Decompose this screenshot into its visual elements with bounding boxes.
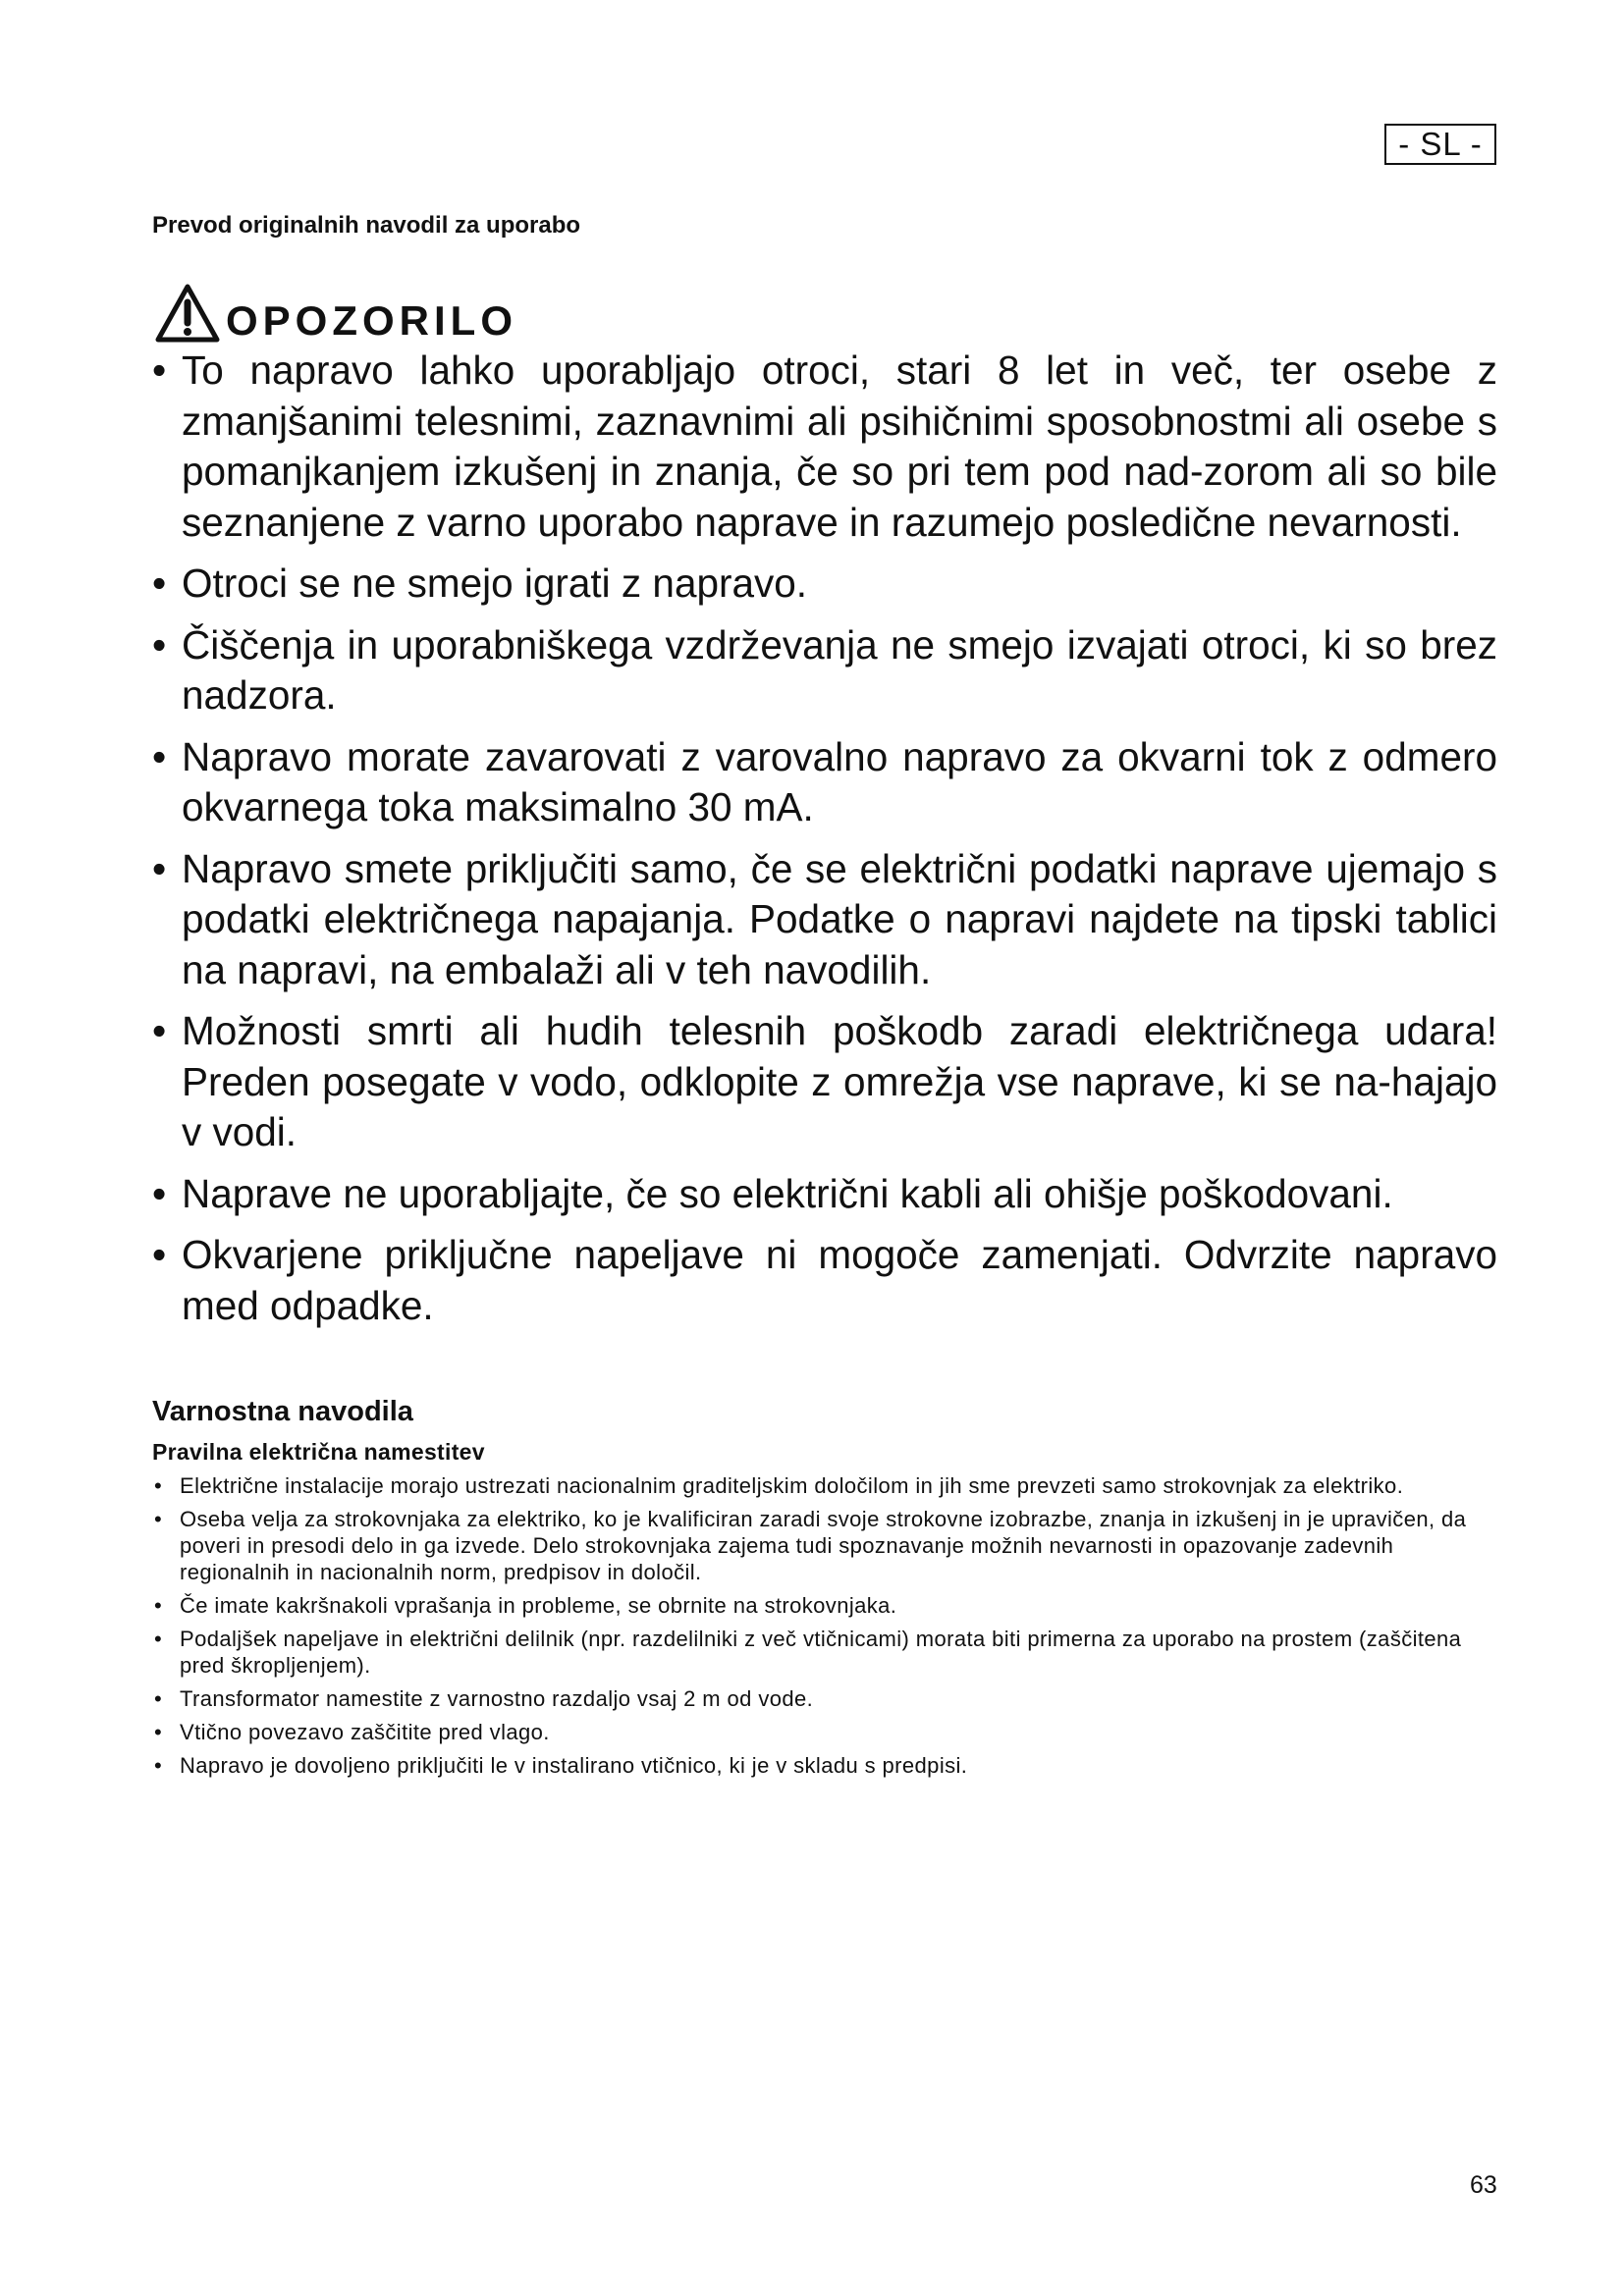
warning-item: • Možnosti smrti ali hudih telesnih poškodb zaradi električnega udara! Preden posegate v vodo, odklopite z omrežja vse naprave, ki se na-hajajo v vodi. [152, 1006, 1497, 1158]
warning-item: • Okvarjene priključne napeljave ni mogoče zamenjati. Odvrzite napravo med odpadke. [152, 1230, 1497, 1331]
safety-item: • Transformator namestite z varnostno razdaljo vsaj 2 m od vode. [152, 1685, 1497, 1712]
warning-item: • To napravo lahko uporabljajo otroci, stari 8 let in več, ter osebe z zmanjšanimi telesnimi, zaznavnimi ali psihičnimi sposobnostmi ali osebe s pomanjkanjem izkušenj in znanja, če so pri tem pod nad-zorom ali so bile seznanjene z varno uporabo naprave in razumejo posledične nevarnosti. [152, 346, 1497, 548]
warning-title: OPOZORILO [226, 297, 517, 344]
electrical-installation-subtitle: Pravilna električna namestitev [152, 1439, 485, 1465]
safety-list [152, 1472, 1497, 1786]
warning-triangle-icon [155, 283, 220, 344]
safety-section-title: Varnostna navodila [152, 1396, 413, 1427]
warning-item: • Naprave ne uporabljajte, če so električni kabli ali ohišje poškodovani. [152, 1169, 1497, 1220]
safety-item: • Če imate kakršnakoli vprašanja in probleme, se obrnite na strokovnjaka. [152, 1592, 1497, 1619]
safety-item: • Vtično povezavo zaščitite pred vlago. [152, 1719, 1497, 1745]
safety-item: • Oseba velja za strokovnjaka za elektriko, ko je kvalificiran zaradi svoje strokovne izobrazbe, znanja in izkušenj in je upravičen, da poveri in presodi delo in ga izvede. Delo strokovnjaka zajema tudi spoznavanje možnih nevarnosti in opazovanje zadevnih regionalnih in nacionalnih norm, predpisov in določil. [152, 1506, 1497, 1585]
warning-item: • Napravo smete priključiti samo, če se električni podatki naprave ujemajo s podatki električnega napajanja. Podatke o napravi najdete na tipski tablici na napravi, na embalaži ali v teh navodilih. [152, 844, 1497, 996]
language-badge: - SL - [1384, 124, 1496, 165]
safety-item: • Električne instalacije morajo ustrezati nacionalnim gradite​ljskim določilom in jih sme prevzeti samo strokovnjak za elektriko. [152, 1472, 1497, 1499]
warning-item: • Otroci se ne smejo igrati z napravo. [152, 559, 1497, 610]
warning-item: • Napravo morate zavarovati z varovalno napravo za okvarni tok z odmero okvarnega toka maksimalno 30 mA. [152, 732, 1497, 833]
page-number: 63 [1470, 2171, 1497, 2199]
warning-heading [155, 275, 517, 344]
warning-item: • Čiščenja in uporabniškega vzdrževanja ne smejo izvajati otroci, ki so brez nadzora. [152, 620, 1497, 721]
document-subtitle: Prevod originalnih navodil za uporabo [152, 212, 581, 239]
safety-item: • Napravo je dovoljeno priključiti le v instalirano vtičnico, ki je v skladu s predpisi. [152, 1752, 1497, 1779]
safety-item: • Podaljšek napeljave in električni delilnik (npr. razdelilniki z več vtičnicami) morata biti primerna za uporabo na prostem (zaščitena pred škropljenjem). [152, 1626, 1497, 1679]
warning-list [152, 346, 1497, 1342]
